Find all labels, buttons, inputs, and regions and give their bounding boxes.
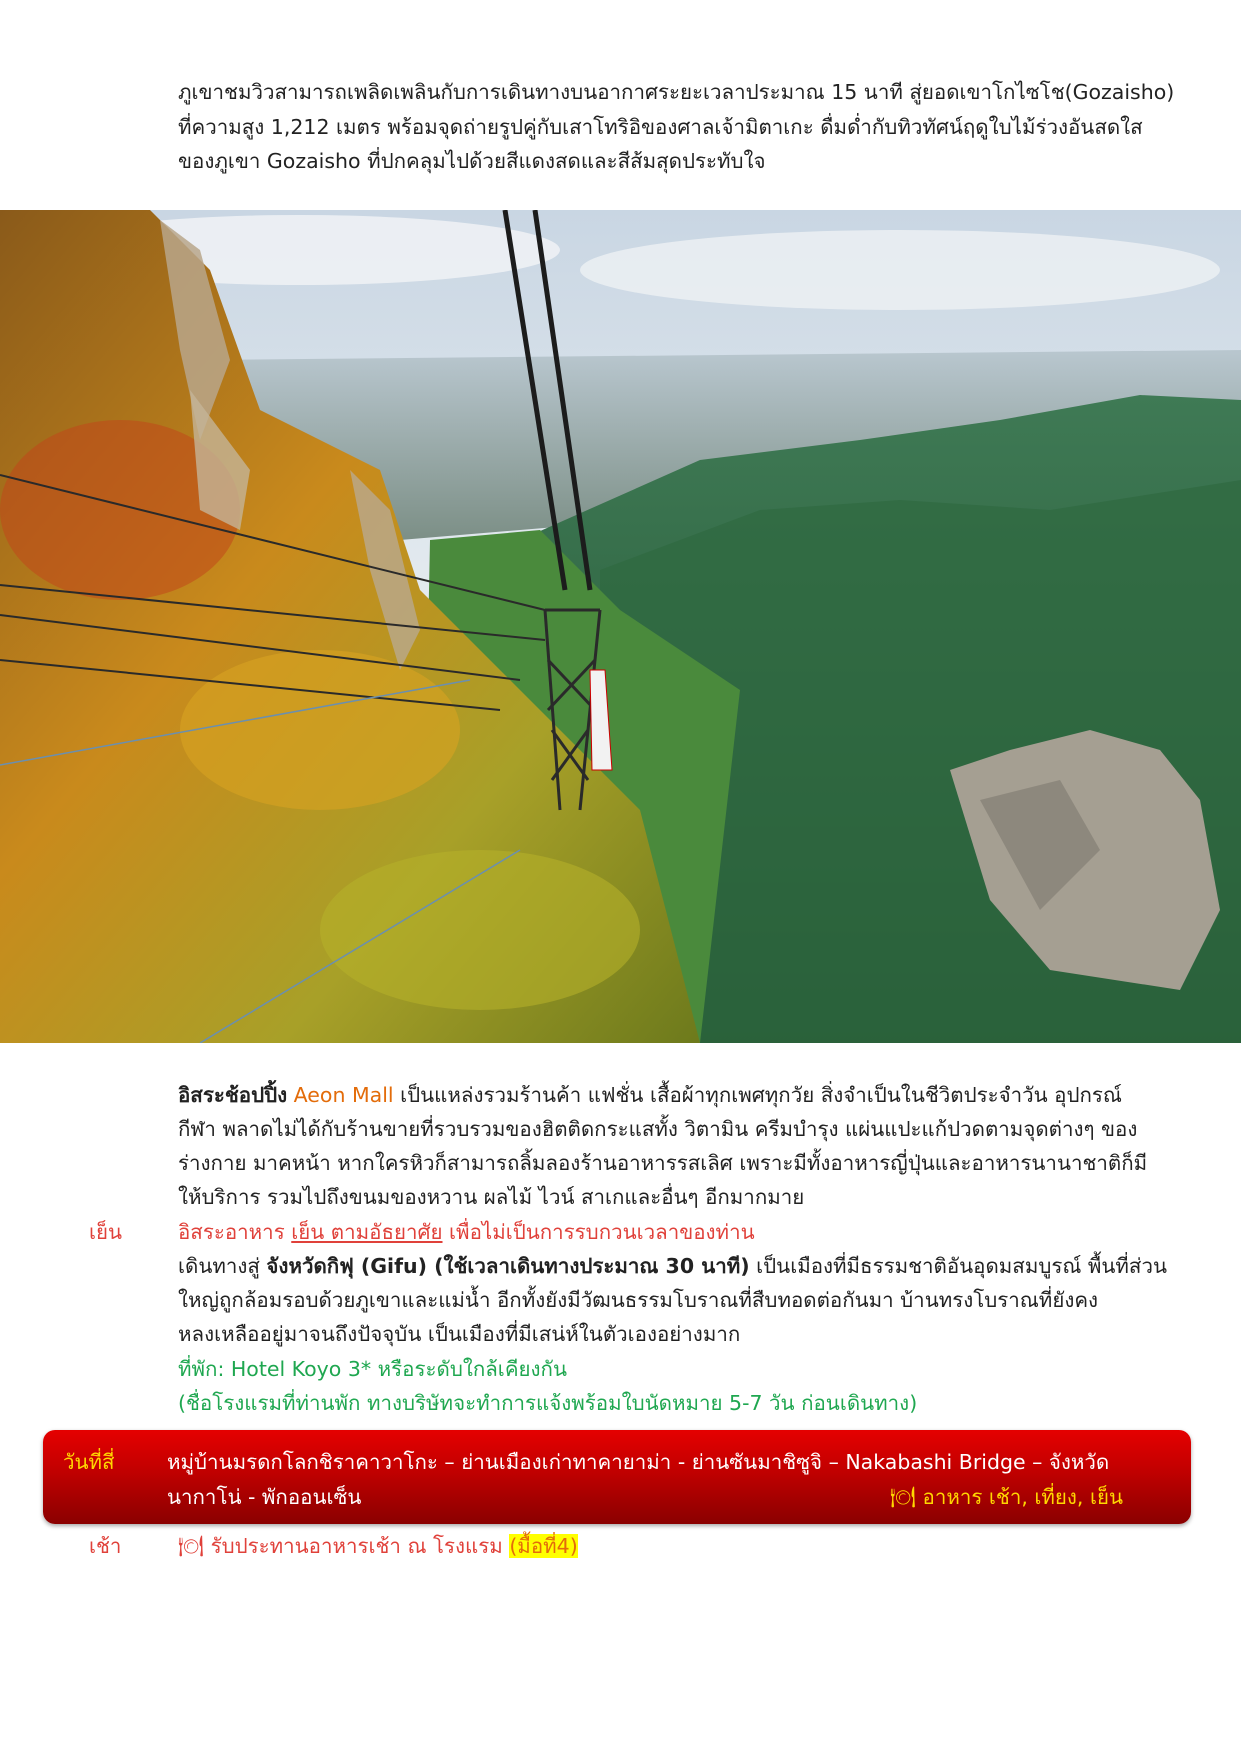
shopping-line-2: กีฬา พลาดไม่ได้กับร้านขายที่รวบรวมของฮิตติดกระแสทั้ง วิตามิน ครีมบำรุง แผ่นแปะแก้ปวดตามจุดต่างๆ ของ (178, 1117, 1138, 1141)
hotel-line-1: ที่พัก: Hotel Koyo 3* หรือระดับใกล้เคียงกัน (178, 1357, 567, 1381)
morning-meal-text: รับประทานอาหารเช้า ณ โรงแรม (210, 1534, 503, 1558)
intro-paragraph (178, 75, 1175, 179)
evening-meal-line (178, 1215, 755, 1250)
evening-meal-pre: อิสระอาหาร (178, 1220, 285, 1244)
morning-label: เช้า (89, 1534, 122, 1558)
gifu-line-2: ใหญ่ถูกล้อมรอบด้วยภูเขาและแม่น้ำ อีกทั้งยังมีวัฒนธรรมโบราณที่สืบทอดต่อกันมา บ้านทรงโบราณที่ยังคง (178, 1288, 1099, 1312)
intro-line-2: ที่ความสูง 1,212 เมตร พร้อมจุดถ่ายรูปคู่กับเสาโทริอิของศาลเจ้ามิตาเกะ ดื่มด่ำกับทิวทัศน์ฤดูใบไม้ร่วงอันสดใส (178, 114, 1143, 139)
gifu-line-3: หลงเหลืออยู่มาจนถึงปัจจุบัน เป็นเมืองที่มีเสน่ห์ในตัวเองอย่างมาก (178, 1322, 741, 1346)
day4-route-line-2: นากาโน่ - พักออนเซ็น (167, 1485, 362, 1509)
day4-banner (43, 1430, 1191, 1524)
day4-route-line-1: หมู่บ้านมรดกโลกชิราคาวาโกะ – ย่านเมืองเก่าทาคายาม่า - ย่านซันมาชิซูจิ – Nakabashi Bridge – จังหวัด (167, 1450, 1110, 1474)
morning-meal-line (178, 1529, 578, 1564)
gifu-line-1-rest: เป็นเมืองที่มีธรรมชาติอันอุดมสมบูรณ์ พื้นที่ส่วน (756, 1254, 1167, 1278)
hotel-line-2: (ชื่อโรงแรมที่ท่านพัก ทางบริษัทจะทำการแจ้งพร้อมใบนัดหมาย 5-7 วัน ก่อนเดินทาง) (178, 1391, 918, 1415)
gifu-line-1 (178, 1249, 1167, 1284)
shopping-line-1 (178, 1078, 1122, 1113)
evening-meal-post: เพื่อไม่เป็นการรบกวนเวลาของท่าน (449, 1220, 755, 1244)
meal-icon: 🍽 (178, 1534, 205, 1558)
day4-label: วันที่สี่ (63, 1450, 115, 1474)
day4-meals (890, 1481, 1123, 1514)
shopping-title: อิสระช้อปปิ้ง (178, 1083, 288, 1107)
shopping-line-1-rest: เป็นแหล่งรวมร้านค้า แฟชั่น เสื้อผ้าทุกเพศทุกวัย สิ่งจำเป็นในชีวิตประจำวัน อุปกรณ์ (400, 1083, 1122, 1107)
gifu-pre: เดินทางสู่ (178, 1254, 260, 1278)
shopping-line-3: ร่างกาย มาคหน้า หากใครหิวก็สามารถลิ้มลองร้านอาหารรสเลิศ เพราะมีทั้งอาหารญี่ปุ่นและอาหารนานาชาติก็มี (178, 1151, 1148, 1175)
evening-meal-underlined: เย็น ตามอัธยาศัย (291, 1220, 443, 1244)
evening-label: เย็น (89, 1220, 123, 1244)
aeon-mall-name: Aeon Mall (293, 1083, 394, 1107)
meal-icon: 🍽 (889, 1485, 917, 1509)
intro-line-1: ภูเขาชมวิวสามารถเพลิดเพลินกับการเดินทางบนอากาศระยะเวลาประมาณ 15 นาที สู่ยอดเขาโกไซโช(Gozaisho) (178, 80, 1175, 104)
intro-line-3: ของภูเขา Gozaisho ที่ปกคลุมไปด้วยสีแดงสดและสีส้มสุดประทับใจ (178, 149, 766, 173)
day4-meals-text: อาหาร เช้า, เที่ยง, เย็น (922, 1485, 1123, 1509)
gifu-bold: จังหวัดกิฟุ (Gifu) (ใช้เวลาเดินทางประมาณ 30 นาที) (266, 1254, 750, 1278)
meal-number-badge: (มื้อที่4) (509, 1534, 578, 1558)
ropeway-autumn-photo (0, 210, 1241, 1043)
shopping-line-4: ให้บริการ รวมไปถึงขนมของหวาน ผลไม้ ไวน์ สาเกและอื่นๆ อีกมากมาย (178, 1185, 805, 1209)
